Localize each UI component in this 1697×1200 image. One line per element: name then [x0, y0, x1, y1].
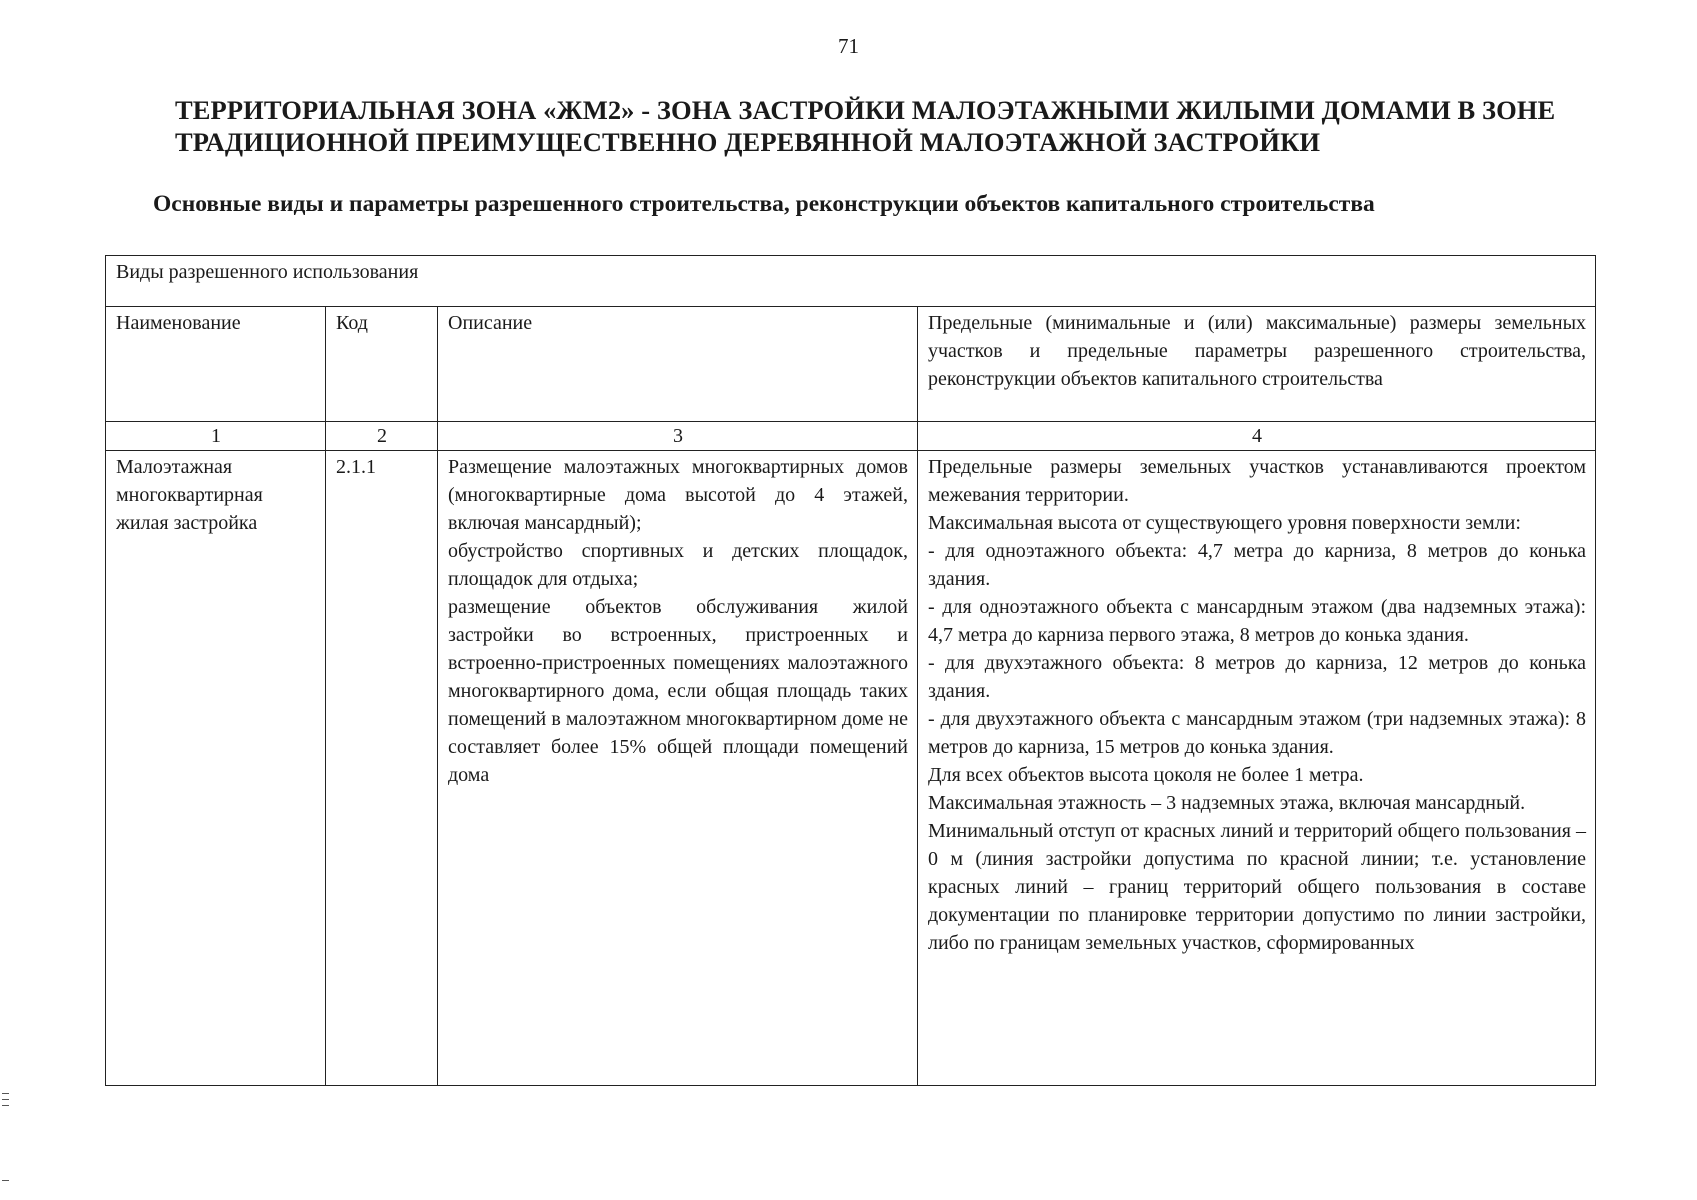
- column-header-parameters: Предельные (минимальные и (или) максимальные) размеры земельных участков и предельные параметры разрешенного строительства, реконструкции объектов капитального строительства: [918, 307, 1596, 422]
- description-paragraph: размещение объектов обслуживания жилой застройки во встроенных, пристроенных и встроенно-пристроенных помещениях малоэтажного многоквартирного дома, если общая площадь таких помещений в малоэтажном многоквартирном доме не составляет более 15% общей площади помещений дома: [448, 596, 908, 786]
- parameter-paragraph: Максимальная высота от существующего уровня поверхности земли:: [928, 512, 1521, 534]
- column-number-3: 3: [438, 422, 918, 451]
- table-column-number-row: [106, 422, 1596, 451]
- scan-margin-mark: [2, 1093, 9, 1094]
- use-name-cell: Малоэтажная многоквартирная жилая застройка: [106, 451, 326, 1086]
- parameter-paragraph: Максимальная этажность – 3 надземных этажа, включая мансардный.: [928, 792, 1526, 814]
- table-column-header-row: [106, 307, 1596, 422]
- section-title: Основные виды и параметры разрешенного строительства, реконструкции объектов капитального строительства: [153, 191, 1375, 217]
- parameter-paragraph: - для одноэтажного объекта с мансардным этажом (два надземных этажа): 4,7 метра до карниза первого этажа, 8 метров до конька здания.: [928, 596, 1587, 646]
- column-header-description: Описание: [438, 307, 918, 422]
- parameter-paragraph: - для одноэтажного объекта: 4,7 метра до карниза, 8 метров до конька здания.: [928, 540, 1587, 590]
- scan-margin-mark: [2, 1180, 9, 1181]
- use-code-cell: 2.1.1: [326, 451, 438, 1086]
- use-parameters-cell: [918, 451, 1596, 1086]
- scan-margin-mark: [2, 1099, 9, 1100]
- description-paragraph: обустройство спортивных и детских площадок, площадок для отдыха;: [448, 540, 908, 590]
- column-number-4: 4: [918, 422, 1596, 451]
- zone-title: ТЕРРИТОРИАЛЬНАЯ ЗОНА «ЖМ2» - ЗОНА ЗАСТРОЙКИ МАЛОЭТАЖНЫМИ ЖИЛЫМИ ДОМАМИ В ЗОНЕ ТРАДИЦИОННОЙ ПРЕИМУЩЕСТВЕННО ДЕРЕВЯННОЙ МАЛОЭТАЖНОЙ ЗАСТРОЙКИ: [175, 95, 1556, 157]
- column-header-code: Код: [326, 307, 438, 422]
- scan-margin-mark: [2, 1105, 9, 1106]
- page-number: 71: [838, 34, 859, 58]
- table-row: [106, 451, 1596, 1086]
- permitted-use-table: [105, 255, 1596, 1086]
- table-group-header-row: [106, 256, 1596, 307]
- use-description-cell: [438, 451, 918, 1086]
- parameter-paragraph: - для двухэтажного объекта с мансардным этажом (три надземных этажа): 8 метров до карниза, 15 метров до конька здания.: [928, 708, 1587, 758]
- parameter-paragraph: Для всех объектов высота цоколя не более 1 метра.: [928, 764, 1364, 786]
- column-header-name: Наименование: [106, 307, 326, 422]
- parameter-paragraph: Предельные размеры земельных участков устанавливаются проектом межевания территории.: [928, 456, 1587, 506]
- column-number-2: 2: [326, 422, 438, 451]
- description-paragraph: Размещение малоэтажных многоквартирных домов (многоквартирные дома высотой до 4 этажей, включая мансардный);: [448, 456, 908, 534]
- parameter-paragraph: Минимальный отступ от красных линий и территорий общего пользования – 0 м (линия застройки допустима по красной линии; т.е. установление красных линий – границ территорий общего пользования в составе документации по планировке территории допустимо по линии застройки, либо по границам земельных участков, сформированных: [928, 820, 1587, 954]
- parameter-paragraph: - для двухэтажного объекта: 8 метров до карниза, 12 метров до конька здания.: [928, 652, 1587, 702]
- group-header-cell: Виды разрешенного использования: [106, 256, 1596, 307]
- column-number-1: 1: [106, 422, 326, 451]
